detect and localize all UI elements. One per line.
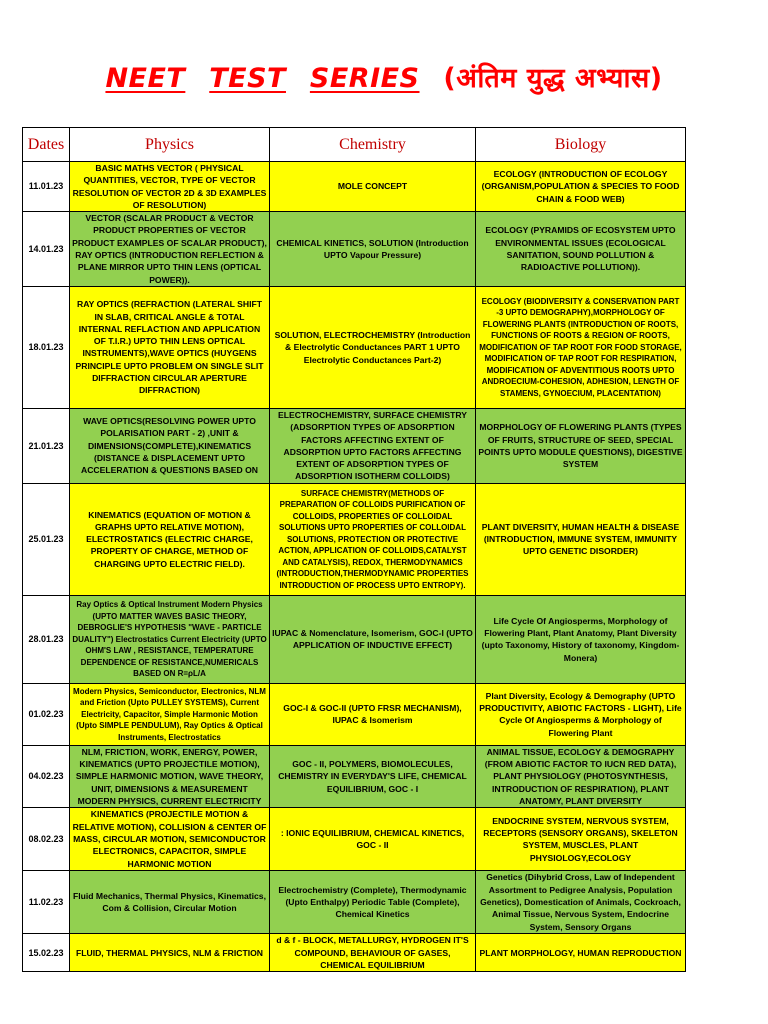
physics-cell: NLM, FRICTION, WORK, ENERGY, POWER, KINEMATICS (UPTO PROJECTILE MOTION), SIMPLE HARMONIC MOTION, WAVE THEORY, UNIT, DIMENSIONS & MEASUREMENT MODERN PHYSICS, CURRENT ELECTRICITY [70, 745, 270, 807]
row-date: 14.01.23 [23, 212, 70, 287]
biology-cell: ECOLOGY (INTRODUCTION OF ECOLOGY (ORGANISM,POPULATION & SPECIES TO FOOD CHAIN & FOOD WEB) [476, 162, 686, 212]
title-word-test: TEST [209, 63, 286, 94]
table-row [23, 745, 686, 807]
row-date: 01.02.23 [23, 683, 70, 745]
row-date: 25.01.23 [23, 483, 70, 595]
chemistry-cell: SOLUTION, ELECTROCHEMISTRY (Introduction & Electrolytic Conductances PART 1 UPTO Electrolytic Conductances Part-2) [270, 286, 476, 408]
biology-cell: ANIMAL TISSUE, ECOLOGY & DEMOGRAPHY (FROM ABIOTIC FACTOR TO IUCN RED DATA), PLANT PHYSIOLOGY (PHOTOSYNTHESIS, INTRODUCTION OF RESPIRATION), PLANT ANATOMY, PLANT DIVERSITY [476, 745, 686, 807]
row-date: 28.01.23 [23, 595, 70, 683]
title-hindi: (अंतिम युद्ध अभ्यास) [443, 63, 663, 94]
chemistry-cell: IUPAC & Nomenclature, Isomerism, GOC-I (UPTO APPLICATION OF INDUCTIVE EFFECT) [270, 595, 476, 683]
row-date: 15.02.23 [23, 934, 70, 972]
table-row [23, 808, 686, 871]
table-row [23, 483, 686, 595]
table-row [23, 212, 686, 287]
title-word-series: SERIES [309, 63, 420, 94]
header-physics: Physics [70, 128, 270, 162]
header-biology: Biology [476, 128, 686, 162]
physics-cell: VECTOR (SCALAR PRODUCT & VECTOR PRODUCT PROPERTIES OF VECTOR PRODUCT EXAMPLES OF SCALAR PRODUCT), RAY OPTICS (INTRODUCTION REFLECTION & PLANE MIRROR UPTO THIN LENS (OPTICAL POWER)). [70, 212, 270, 287]
physics-cell: Modern Physics, Semiconductor, Electronics, NLM and Friction (Upto PULLEY SYSTEMS), Current Electricity, Capacitor, Simple Harmonic Motion (Upto SIMPLE PENDULUM), Ray Optics & Optical Instruments, Electrostatics [70, 683, 270, 745]
chemistry-cell: SURFACE CHEMISTRY(METHODS OF PREPARATION OF COLLOIDS PURIFICATION OF COLLOIDS, PROPERTIES OF COLLOIDAL SOLUTIONS UPTO PROPERTIES OF COLLOIDAL SOLUTIONS, PROTECTION OR PROTECTIVE ACTION, APPLICATION OF COLLOIDS,CATALYST AND CATALYSIS), REDOX, THERMODYNAMICS (INTRODUCTION,THERMODYNAMIC PROPERTIES INTRODUCTION OF PROCESS UPTO ENTROPY). [270, 483, 476, 595]
row-date: 04.02.23 [23, 745, 70, 807]
chemistry-cell: ELECTROCHEMISTRY, SURFACE CHEMISTRY (ADSORPTION TYPES OF ADSORPTION FACTORS AFFECTING EXTENT OF ADSORPTION UPTO FACTORS AFFECTING EXTENT OF ADSORPTION TYPES OF ADSORPTION ISOTHERM COLLOIDS) [270, 408, 476, 483]
physics-cell: RAY OPTICS (REFRACTION (LATERAL SHIFT IN SLAB, CRITICAL ANGLE & TOTAL INTERNAL REFLACTION AND APPLICATION OF T.I.R.) UPTO THIN LENS OPTICAL INSTRUMENTS),WAVE OPTICS (HUYGENS PRINCIPLE UPTO PROBLEM ON SINGLE SLIT DIFFRACTION CIRCULAR APERTURE DIFFRACTION) [70, 286, 270, 408]
table-row [23, 683, 686, 745]
chemistry-cell: Electrochemistry (Complete), Thermodynamic (Upto Enthalpy) Periodic Table (Complete), Chemical Kinetics [270, 871, 476, 934]
biology-cell: PLANT MORPHOLOGY, HUMAN REPRODUCTION [476, 934, 686, 972]
physics-cell: FLUID, THERMAL PHYSICS, NLM & FRICTION [70, 934, 270, 972]
biology-cell: MORPHOLOGY OF FLOWERING PLANTS (TYPES OF FRUITS, STRUCTURE OF SEED, SPECIAL POINTS UPTO MODULE QUESTIONS), DIGESTIVE SYSTEM [476, 408, 686, 483]
physics-cell: KINEMATICS (EQUATION OF MOTION & GRAPHS UPTO RELATIVE MOTION), ELECTROSTATICS (ELECTRIC CHARGE, PROPERTY OF CHARGE, METHOD OF CHARGING UPTO ELECTRIC FIELD). [70, 483, 270, 595]
chemistry-cell: MOLE CONCEPT [270, 162, 476, 212]
biology-cell: Genetics (Dihybrid Cross, Law of Independent Assortment to Pedigree Analysis, Population Genetics), Domestication of Animals, Cockroach, Animal Tissue, Nervous System, Endocrine System, Sensory Organs [476, 871, 686, 934]
row-date: 11.02.23 [23, 871, 70, 934]
table-row [23, 408, 686, 483]
table-row [23, 286, 686, 408]
page-title [0, 58, 768, 95]
title-word-neet: NEET [105, 63, 186, 94]
header-dates: Dates [23, 128, 70, 162]
physics-cell: Ray Optics & Optical Instrument Modern Physics (UPTO MATTER WAVES BASIC THEORY, DEBROGLIE'S HYPOTHESIS "WAVE - PARTICLE DUALITY") Electrostatics Current Electricity (UPTO OHM'S LAW , RESISTANCE, TEMPERATURE DEPENDENCE OF RESISTANCE,NUMERICALS BASED ON R=ρL/A [70, 595, 270, 683]
row-date: 18.01.23 [23, 286, 70, 408]
physics-cell: Fluid Mechanics, Thermal Physics, Kinematics, Com & Collision, Circular Motion [70, 871, 270, 934]
physics-cell: BASIC MATHS VECTOR ( PHYSICAL QUANTITIES, VECTOR, TYPE OF VECTOR RESOLUTION OF VECTOR 2D & 3D EXAMPLES OF RESOLUTION) [70, 162, 270, 212]
row-date: 11.01.23 [23, 162, 70, 212]
row-date: 21.01.23 [23, 408, 70, 483]
biology-cell: ENDOCRINE SYSTEM, NERVOUS SYSTEM, RECEPTORS (SENSORY ORGANS), SKELETON SYSTEM, MUSCLES, PLANT PHYSIOLOGY,ECOLOGY [476, 808, 686, 871]
header-chemistry: Chemistry [270, 128, 476, 162]
biology-cell: PLANT DIVERSITY, HUMAN HEALTH & DISEASE (INTRODUCTION, IMMUNE SYSTEM, IMMUNITY UPTO GENETIC DISORDER) [476, 483, 686, 595]
header-row [23, 128, 686, 162]
physics-cell: KINEMATICS (PROJECTILE MOTION & RELATIVE MOTION), COLLISION & CENTER OF MASS, CIRCULAR MOTION, SEMICONDUCTOR ELECTRONICS, CAPACITOR, SIMPLE HARMONIC MOTION [70, 808, 270, 871]
biology-cell: Plant Diversity, Ecology & Demography (UPTO PRODUCTIVITY, ABIOTIC FACTORS - LIGHT), Life Cycle Of Angiosperms & Morphology of Flowering Plant [476, 683, 686, 745]
table-row [23, 871, 686, 934]
biology-cell: ECOLOGY (BIODIVERSITY & CONSERVATION PART -3 UPTO DEMOGRAPHY),MORPHOLOGY OF FLOWERING PLANTS (INTRODUCTION OF ROOTS, FUNCTIONS OF ROOTS & REGION OF ROOTS, MODIFICATION OF TAP ROOT FOR FOOD STORAGE, MODIFICATION OF TAP ROOT FOR RESPIRATION, MODIFICATION OF ADVENTITIOUS ROOTS UPTO ANDROECIUM-COHESION, ADHESION, LENGTH OF STAMENS, GYNOECIUM, PLACENTATION) [476, 286, 686, 408]
chemistry-cell: d & f - BLOCK, METALLURGY, HYDROGEN IT'S COMPOUND, BEHAVIOUR OF GASES, CHEMICAL EQUILIBRIUM [270, 934, 476, 972]
row-date: 08.02.23 [23, 808, 70, 871]
physics-cell: WAVE OPTICS(RESOLVING POWER UPTO POLARISATION PART - 2) ,UNIT & DIMENSIONS(COMPLETE),KINEMATICS (DISTANCE & DISPLACEMENT UPTO ACCELERATION & QUESTIONS BASED ON [70, 408, 270, 483]
chemistry-cell: GOC-I & GOC-II (UPTO FRSR MECHANISM), IUPAC & Isomerism [270, 683, 476, 745]
table-row [23, 162, 686, 212]
chemistry-cell: CHEMICAL KINETICS, SOLUTION (Introduction UPTO Vapour Pressure) [270, 212, 476, 287]
table-row [23, 934, 686, 972]
chemistry-cell: GOC - II, POLYMERS, BIOMOLECULES, CHEMISTRY IN EVERYDAY'S LIFE, CHEMICAL EQUILIBRIUM, GOC - I [270, 745, 476, 807]
biology-cell: Life Cycle Of Angiosperms, Morphology of Flowering Plant, Plant Anatomy, Plant Diversity (upto Taxonomy, History of taxonomy, Kingdom- Monera) [476, 595, 686, 683]
chemistry-cell: : IONIC EQUILIBRIUM, CHEMICAL KINETICS, GOC - II [270, 808, 476, 871]
table-row [23, 595, 686, 683]
schedule-table [22, 127, 686, 972]
biology-cell: ECOLOGY (PYRAMIDS OF ECOSYSTEM UPTO ENVIRONMENTAL ISSUES (ECOLOGICAL SANITATION, SOUND POLLUTION & RADIOACTIVE POLLUTION)). [476, 212, 686, 287]
